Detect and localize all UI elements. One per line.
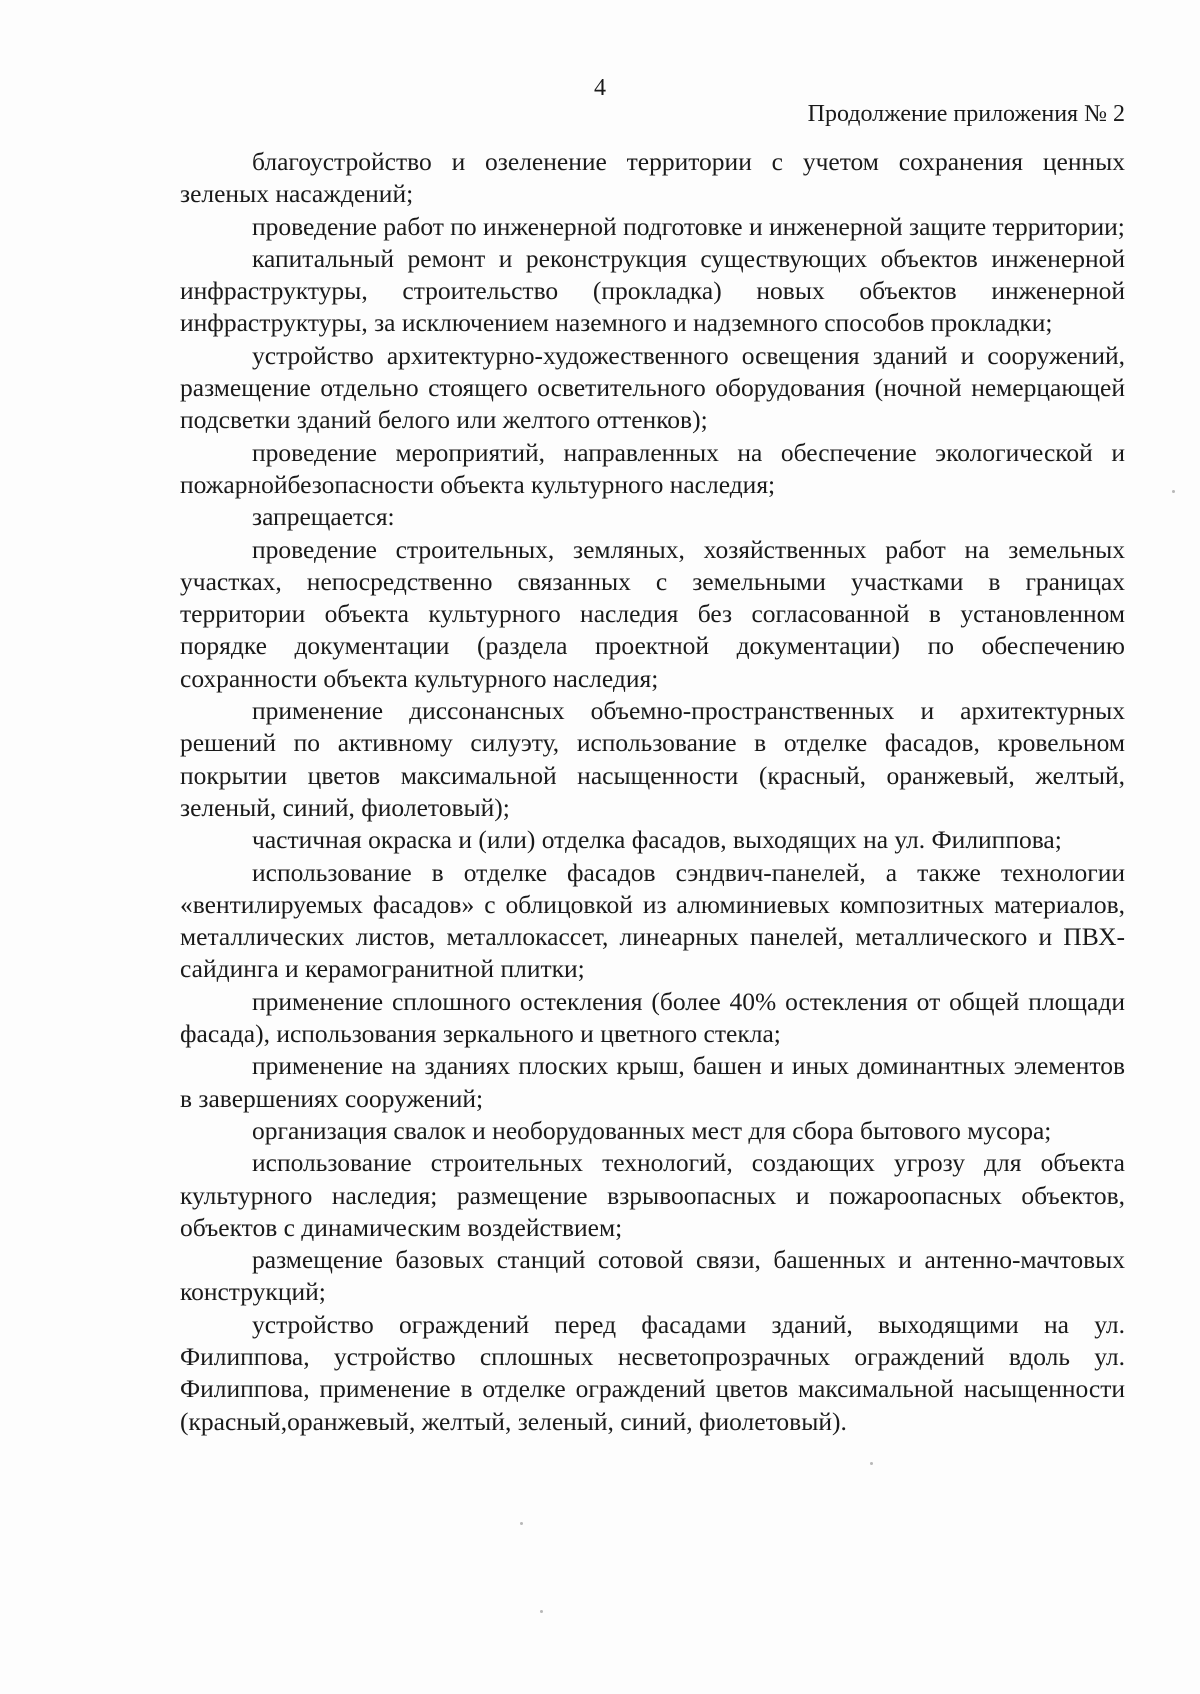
paragraph-landscaping: благоустройство и озеленение территории с учетом сохранения ценных зеленых насаждений; bbox=[180, 147, 1125, 209]
page-number: 4 bbox=[594, 75, 606, 101]
paragraph-fences: устройство ограждений перед фасадами зданий, выходящими на ул. Филиппова, устройство сплошных несветопрозрачных ограждений вдоль ул. Филиппова, применение в отделке ограждений цветов максимальной насыщенности (красный,оранжевый, желтый, зеленый, синий, фиолетовый). bbox=[180, 1309, 1125, 1436]
paragraph-construction-works: проведение строительных, земляных, хозяйственных работ на земельных участках, непосредственно связанных с земельными участками в границах территории объекта культурного наследия без согласованной в установленном порядке документации (раздела проектной документации) по обеспечению сохранности объекта культурного наследия; bbox=[180, 534, 1125, 693]
paragraph-facade-materials: использование в отделке фасадов сэндвич-панелей, а также технологии «вентилируемых фасадов» с облицовкой из алюминиевых композитных материалов, металлических листов, металлокассет, линеарных панелей, металлического и ПВХ-сайдинга и керамогранитной плитки; bbox=[180, 857, 1125, 984]
paragraph-hazardous-technologies: использование строительных технологий, создающих угрозу для объекта культурного наследия; размещение взрывоопасных и пожароопасных объектов, объектов с динамическим воздействием; bbox=[180, 1148, 1125, 1242]
paragraph-dissonant-solutions: применение диссонансных объемно-пространственных и архитектурных решений по активному силуэту, использование в отделке фасадов, кровельном покрытии цветов максимальной насыщенности (красный, оранжевый, желтый, зеленый, синий, фиолетовый); bbox=[180, 696, 1125, 822]
paragraph-architectural-lighting: устройство архитектурно-художественного освещения зданий и сооружений, размещение отдельно стоящего осветительного оборудования (ночной немерцающей подсветки зданий белого или желтого оттенков); bbox=[180, 340, 1125, 435]
scan-speck bbox=[520, 1522, 523, 1525]
paragraph-prohibited-heading: запрещается: bbox=[252, 502, 395, 532]
paragraph-safety-measures: проведение мероприятий, направленных на обеспечение экологической и пожарнойбезопасности объекта культурного наследия; bbox=[180, 437, 1125, 499]
scan-speck bbox=[870, 1462, 873, 1465]
scan-speck bbox=[540, 1610, 543, 1613]
paragraph-waste-dumps: организация свалок и необорудованных мест для сбора бытового мусора; bbox=[252, 1115, 1052, 1145]
paragraph-partial-painting: частичная окраска и (или) отделка фасадов, выходящих на ул. Филиппова; bbox=[252, 825, 1062, 855]
paragraph-infrastructure-repair: капитальный ремонт и реконструкция существующих объектов инженерной инфраструктуры, строительство (прокладка) новых объектов инженерной инфраструктуры, за исключением наземного и надземного способов прокладки; bbox=[180, 243, 1125, 338]
paragraph-glazing: применение сплошного остекления (более 40% остекления от общей площади фасада), использования зеркального и цветного стекла; bbox=[180, 986, 1125, 1049]
paragraph-engineering-protection: проведение работ по инженерной подготовке и инженерной защите территории; bbox=[252, 211, 1125, 241]
document-body bbox=[180, 146, 1125, 1438]
scan-speck bbox=[1172, 490, 1175, 493]
paragraph-flat-roofs: применение на зданиях плоских крыш, башен и иных доминантных элементов в завершениях сооружений; bbox=[180, 1051, 1125, 1113]
paragraph-cell-stations: размещение базовых станций сотовой связи, башенных и антенно-мачтовых конструкций; bbox=[180, 1245, 1125, 1307]
appendix-continuation-note: Продолжение приложения № 2 bbox=[807, 101, 1125, 127]
